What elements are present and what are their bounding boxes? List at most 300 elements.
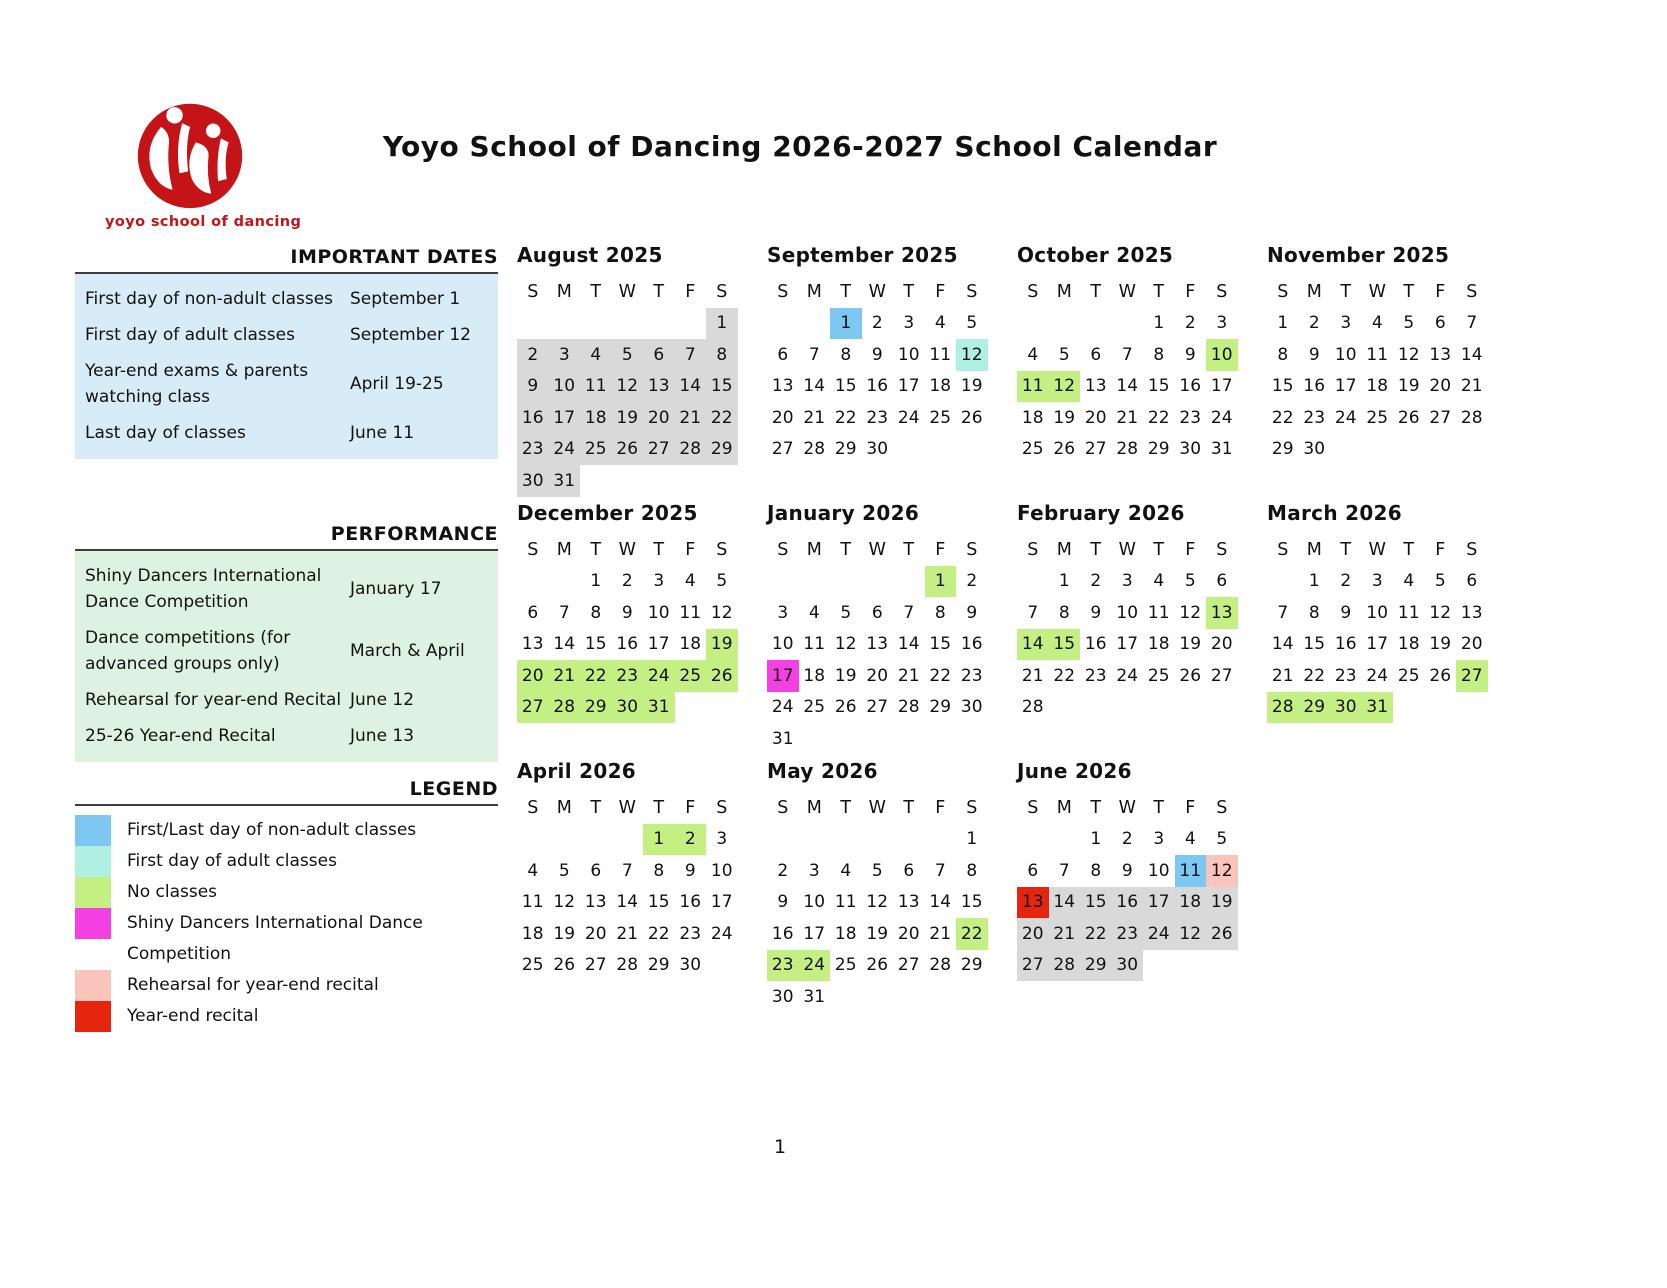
weekday-header: F: [685, 281, 696, 302]
day-cell: 17: [1210, 376, 1233, 397]
day-cell: 2: [871, 313, 883, 334]
day-cell: 20: [1429, 376, 1452, 397]
day-cell: 8: [590, 602, 602, 623]
day-cell: 10: [1334, 344, 1357, 365]
day-cell: 18: [834, 923, 857, 944]
day-cell: 28: [1116, 439, 1139, 460]
day-cell: 10: [549, 371, 581, 403]
day-cell: 9: [1121, 860, 1133, 881]
day-cell: 11: [803, 634, 826, 655]
important-dates-heading: IMPORTANT DATES: [75, 246, 498, 274]
weekday-header: W: [618, 281, 636, 302]
day-cell: 9: [517, 371, 549, 403]
day-cell: 30: [771, 986, 794, 1007]
day-cell: 13: [521, 634, 544, 655]
day-cell: 7: [675, 339, 707, 371]
month-title: May 2026: [767, 759, 878, 783]
day-cell: 2: [517, 339, 549, 371]
day-cell: 2: [966, 571, 978, 592]
day-cell: 30: [517, 465, 549, 497]
day-cell: 10: [771, 634, 794, 655]
weekday-header: T: [1340, 539, 1352, 560]
legend-items: [75, 806, 498, 1032]
day-cell: 14: [1049, 887, 1081, 919]
empty-cell: [612, 824, 644, 856]
day-cell: 9: [966, 602, 978, 623]
day-cell: 27: [771, 439, 794, 460]
day-cell: 23: [679, 923, 702, 944]
day-cell: 12: [1397, 344, 1420, 365]
day-cell: 23: [1112, 918, 1144, 950]
day-cell: 22: [929, 665, 952, 686]
day-cell: 29: [1271, 439, 1294, 460]
day-cell: 1: [706, 308, 738, 340]
day-cell: 13: [1017, 887, 1049, 919]
month-june-2026: [1017, 759, 1267, 1017]
day-cell: 16: [1084, 634, 1107, 655]
day-cell: 21: [549, 660, 581, 692]
day-cell: 19: [960, 376, 983, 397]
legend-item: [75, 1001, 498, 1032]
weekday-header: W: [868, 281, 886, 302]
day-cell: 26: [706, 660, 738, 692]
month-october-2025: [1017, 243, 1267, 501]
day-cell: 22: [834, 407, 857, 428]
weekday-header: T: [1403, 539, 1415, 560]
info-row-label: 25-26 Year-end Recital: [85, 726, 276, 746]
day-cell: 21: [1049, 918, 1081, 950]
day-cell: 3: [653, 571, 665, 592]
day-cell: 3: [808, 860, 820, 881]
day-cell: 24: [643, 660, 675, 692]
day-cell: 2: [1090, 571, 1102, 592]
logo-text: yoyo school of dancing: [105, 214, 302, 230]
info-row-date: April 19-25: [350, 374, 444, 394]
day-cell: 22: [1271, 407, 1294, 428]
day-cell: 1: [1277, 313, 1289, 334]
day-cell: 22: [1147, 407, 1170, 428]
empty-cell: [862, 824, 894, 856]
day-cell: 29: [834, 439, 857, 460]
page-title: Yoyo School of Dancing 2026-2027 School Calendar: [382, 130, 1218, 163]
weekday-header: M: [1306, 281, 1322, 302]
day-cell: 26: [834, 697, 857, 718]
month-grid: [517, 792, 767, 981]
day-cell: 16: [771, 923, 794, 944]
day-cell: 18: [580, 402, 612, 434]
month-title: September 2025: [767, 243, 958, 267]
day-cell: 4: [580, 339, 612, 371]
day-cell: 10: [1147, 860, 1170, 881]
info-row-label: Last day of classes: [85, 423, 246, 443]
day-cell: 8: [840, 344, 852, 365]
day-cell: 6: [1090, 344, 1102, 365]
day-cell: 12: [834, 634, 857, 655]
empty-cell: [549, 308, 581, 340]
weekday-header: T: [903, 539, 915, 560]
empty-cell: [580, 824, 612, 856]
weekday-header: T: [840, 539, 852, 560]
month-may-2026: [767, 759, 1017, 1017]
day-cell: 4: [1153, 571, 1165, 592]
month-january-2026: [767, 501, 1017, 759]
weekday-header: S: [1466, 539, 1478, 560]
day-cell: 29: [647, 955, 670, 976]
weekday-header: S: [527, 539, 539, 560]
weekday-header: S: [1027, 539, 1039, 560]
day-cell: 23: [960, 665, 983, 686]
day-cell: 18: [1366, 376, 1389, 397]
day-cell: 3: [777, 602, 789, 623]
month-title: August 2025: [517, 243, 663, 267]
day-cell: 17: [1143, 887, 1175, 919]
month-title: November 2025: [1267, 243, 1450, 267]
info-row-date: June 13: [350, 726, 415, 746]
day-cell: 5: [1058, 344, 1070, 365]
weekday-header: S: [716, 281, 728, 302]
day-cell: 28: [1021, 697, 1044, 718]
empty-cell: [862, 566, 894, 598]
day-cell: 21: [803, 407, 826, 428]
month-grid: [767, 792, 1017, 1013]
weekday-header: F: [1185, 539, 1196, 560]
weekday-header: M: [556, 797, 572, 818]
weekday-header: W: [1118, 539, 1136, 560]
legend-item: [75, 846, 498, 877]
month-grid: [1267, 276, 1517, 465]
day-cell: 17: [1334, 376, 1357, 397]
weekday-header: S: [716, 539, 728, 560]
weekday-header: T: [653, 797, 665, 818]
legend-item-label: Rehearsal for year-end recital: [127, 975, 379, 995]
sidebar: [75, 246, 498, 1032]
day-cell: 20: [643, 402, 675, 434]
day-cell: 5: [1184, 571, 1196, 592]
month-september-2025: [767, 243, 1017, 501]
day-cell: 19: [553, 923, 576, 944]
info-row: [75, 620, 498, 682]
info-row: [75, 718, 498, 754]
empty-cell: [925, 824, 957, 856]
day-cell: 16: [1303, 376, 1326, 397]
day-cell: 13: [866, 634, 889, 655]
day-cell: 31: [1210, 439, 1233, 460]
day-cell: 13: [584, 892, 607, 913]
day-cell: 27: [584, 955, 607, 976]
school-logo: [105, 96, 302, 230]
info-row-date: March & April: [350, 641, 465, 661]
months-grid: [517, 243, 1517, 1017]
magenta-swatch: [75, 908, 111, 939]
weekday-header: S: [777, 797, 789, 818]
day-cell: 14: [1017, 629, 1049, 661]
legend-section: [75, 778, 498, 1032]
day-cell: 22: [1303, 665, 1326, 686]
day-cell: 5: [840, 602, 852, 623]
weekday-header: W: [1368, 539, 1386, 560]
day-cell: 24: [897, 407, 920, 428]
day-cell: 4: [1184, 829, 1196, 850]
day-cell: 6: [1027, 860, 1039, 881]
weekday-header: M: [556, 539, 572, 560]
day-cell: 8: [1277, 344, 1289, 365]
day-cell: 1: [925, 566, 957, 598]
day-cell: 21: [897, 665, 920, 686]
month-title: January 2026: [767, 501, 920, 525]
day-cell: 6: [1466, 571, 1478, 592]
day-cell: 5: [871, 860, 883, 881]
day-cell: 5: [966, 313, 978, 334]
salmon-swatch: [75, 970, 111, 1001]
day-cell: 26: [1179, 665, 1202, 686]
weekday-header: F: [1435, 539, 1446, 560]
day-cell: 28: [549, 692, 581, 724]
day-cell: 1: [1058, 571, 1070, 592]
day-cell: 4: [1403, 571, 1415, 592]
day-cell: 14: [553, 634, 576, 655]
weekday-header: S: [966, 539, 978, 560]
day-cell: 21: [616, 923, 639, 944]
weekday-header: M: [806, 539, 822, 560]
day-cell: 22: [580, 660, 612, 692]
day-cell: 19: [1397, 376, 1420, 397]
day-cell: 12: [866, 892, 889, 913]
empty-cell: [767, 308, 799, 340]
day-cell: 7: [808, 344, 820, 365]
day-cell: 31: [803, 986, 826, 1007]
day-cell: 6: [1216, 571, 1228, 592]
day-cell: 2: [1121, 829, 1133, 850]
dancers-logo-icon: [132, 96, 248, 212]
important-dates-section: [75, 246, 498, 459]
day-cell: 12: [1179, 602, 1202, 623]
day-cell: 20: [866, 665, 889, 686]
empty-cell: [517, 566, 549, 598]
day-cell: 11: [580, 371, 612, 403]
day-cell: 9: [1308, 344, 1320, 365]
day-cell: 14: [675, 371, 707, 403]
day-cell: 17: [549, 402, 581, 434]
day-cell: 7: [558, 602, 570, 623]
day-cell: 25: [675, 660, 707, 692]
red-swatch: [75, 1001, 111, 1032]
empty-cell: [799, 824, 831, 856]
day-cell: 7: [1277, 602, 1289, 623]
day-cell: 25: [1147, 665, 1170, 686]
month-title: October 2025: [1017, 243, 1174, 267]
weekday-header: F: [935, 281, 946, 302]
day-cell: 14: [1271, 634, 1294, 655]
day-cell: 22: [956, 918, 988, 950]
day-cell: 19: [612, 402, 644, 434]
weekday-header: F: [1435, 281, 1446, 302]
weekday-header: T: [1090, 539, 1102, 560]
day-cell: 1: [1308, 571, 1320, 592]
day-cell: 25: [580, 434, 612, 466]
day-cell: 26: [1429, 665, 1452, 686]
day-cell: 13: [1429, 344, 1452, 365]
day-cell: 1: [1090, 829, 1102, 850]
day-cell: 16: [1112, 887, 1144, 919]
day-cell: 14: [1116, 376, 1139, 397]
info-row-label: Shiny Dancers International Dance Competition: [85, 566, 322, 612]
day-cell: 26: [1053, 439, 1076, 460]
day-cell: 16: [960, 634, 983, 655]
day-cell: 15: [1303, 634, 1326, 655]
empty-cell: [893, 566, 925, 598]
day-cell: 26: [866, 955, 889, 976]
day-cell: 23: [1084, 665, 1107, 686]
day-cell: 12: [710, 602, 733, 623]
weekday-header: M: [1056, 797, 1072, 818]
performance-heading: PERFORMANCE: [75, 523, 498, 551]
month-grid: [1017, 276, 1267, 465]
legend-item: [75, 908, 498, 970]
day-cell: 20: [1460, 634, 1483, 655]
empty-cell: [612, 308, 644, 340]
day-cell: 22: [1053, 665, 1076, 686]
day-cell: 8: [1153, 344, 1165, 365]
weekday-header: F: [685, 539, 696, 560]
day-cell: 23: [1179, 407, 1202, 428]
day-cell: 5: [558, 860, 570, 881]
day-cell: 13: [771, 376, 794, 397]
day-cell: 10: [647, 602, 670, 623]
day-cell: 26: [1397, 407, 1420, 428]
day-cell: 18: [1147, 634, 1170, 655]
day-cell: 15: [834, 376, 857, 397]
day-cell: 29: [706, 434, 738, 466]
info-row-label: First day of adult classes: [85, 325, 295, 345]
weekday-header: T: [1153, 539, 1165, 560]
weekday-header: T: [653, 539, 665, 560]
weekday-header: S: [1466, 281, 1478, 302]
empty-cell: [893, 824, 925, 856]
empty-cell: [1017, 566, 1049, 598]
day-cell: 19: [1206, 887, 1238, 919]
day-cell: 21: [1116, 407, 1139, 428]
day-cell: 19: [1429, 634, 1452, 655]
day-cell: 8: [706, 339, 738, 371]
day-cell: 28: [897, 697, 920, 718]
day-cell: 25: [929, 407, 952, 428]
weekday-header: T: [1340, 281, 1352, 302]
day-cell: 10: [1116, 602, 1139, 623]
day-cell: 8: [1090, 860, 1102, 881]
day-cell: 17: [1116, 634, 1139, 655]
day-cell: 19: [834, 665, 857, 686]
day-cell: 7: [903, 602, 915, 623]
day-cell: 1: [643, 824, 675, 856]
day-cell: 2: [621, 571, 633, 592]
weekday-header: S: [966, 797, 978, 818]
day-cell: 7: [1027, 602, 1039, 623]
day-cell: 23: [517, 434, 549, 466]
day-cell: 16: [1334, 634, 1357, 655]
info-row: [75, 353, 498, 415]
day-cell: 24: [771, 697, 794, 718]
day-cell: 20: [897, 923, 920, 944]
day-cell: 10: [803, 892, 826, 913]
empty-cell: [549, 824, 581, 856]
day-cell: 27: [866, 697, 889, 718]
day-cell: 1: [830, 308, 862, 340]
weekday-header: S: [777, 539, 789, 560]
weekday-header: F: [935, 797, 946, 818]
day-cell: 7: [934, 860, 946, 881]
day-cell: 10: [1206, 339, 1238, 371]
day-cell: 8: [1308, 602, 1320, 623]
day-cell: 28: [1049, 950, 1081, 982]
day-cell: 8: [966, 860, 978, 881]
weekday-header: M: [556, 281, 572, 302]
green-swatch: [75, 877, 111, 908]
day-cell: 10: [897, 344, 920, 365]
day-cell: 30: [866, 439, 889, 460]
day-cell: 25: [1021, 439, 1044, 460]
day-cell: 2: [1308, 313, 1320, 334]
day-cell: 24: [1334, 407, 1357, 428]
day-cell: 19: [1053, 407, 1076, 428]
day-cell: 20: [771, 407, 794, 428]
day-cell: 15: [1271, 376, 1294, 397]
weekday-header: M: [1056, 539, 1072, 560]
weekday-header: M: [806, 281, 822, 302]
legend-item: [75, 877, 498, 908]
empty-cell: [1112, 308, 1144, 340]
cyan-swatch: [75, 846, 111, 877]
day-cell: 17: [647, 634, 670, 655]
day-cell: 6: [643, 339, 675, 371]
day-cell: 19: [706, 629, 738, 661]
day-cell: 8: [653, 860, 665, 881]
day-cell: 26: [553, 955, 576, 976]
day-cell: 16: [616, 634, 639, 655]
legend-item-label: Shiny Dancers International Dance Competition: [127, 913, 423, 964]
day-cell: 2: [777, 860, 789, 881]
day-cell: 5: [612, 339, 644, 371]
day-cell: 15: [960, 892, 983, 913]
day-cell: 3: [1216, 313, 1228, 334]
weekday-header: S: [1216, 539, 1228, 560]
day-cell: 30: [1179, 439, 1202, 460]
day-cell: 13: [1084, 376, 1107, 397]
day-cell: 27: [1429, 407, 1452, 428]
day-cell: 9: [1184, 344, 1196, 365]
day-cell: 4: [808, 602, 820, 623]
day-cell: 16: [866, 376, 889, 397]
day-cell: 30: [679, 955, 702, 976]
day-cell: 3: [1153, 829, 1165, 850]
day-cell: 24: [799, 950, 831, 982]
day-cell: 27: [1210, 665, 1233, 686]
month-august-2025: [517, 243, 767, 501]
weekday-header: T: [903, 281, 915, 302]
day-cell: 25: [1366, 407, 1389, 428]
empty-cell: [1049, 308, 1081, 340]
day-cell: 15: [1080, 887, 1112, 919]
day-cell: 18: [929, 376, 952, 397]
day-cell: 8: [1058, 602, 1070, 623]
day-cell: 4: [1371, 313, 1383, 334]
weekday-header: S: [966, 281, 978, 302]
day-cell: 11: [834, 892, 857, 913]
info-row-date: September 1: [350, 289, 461, 309]
day-cell: 20: [1210, 634, 1233, 655]
weekday-header: F: [1185, 797, 1196, 818]
month-november-2025: [1267, 243, 1517, 501]
day-cell: 18: [679, 634, 702, 655]
